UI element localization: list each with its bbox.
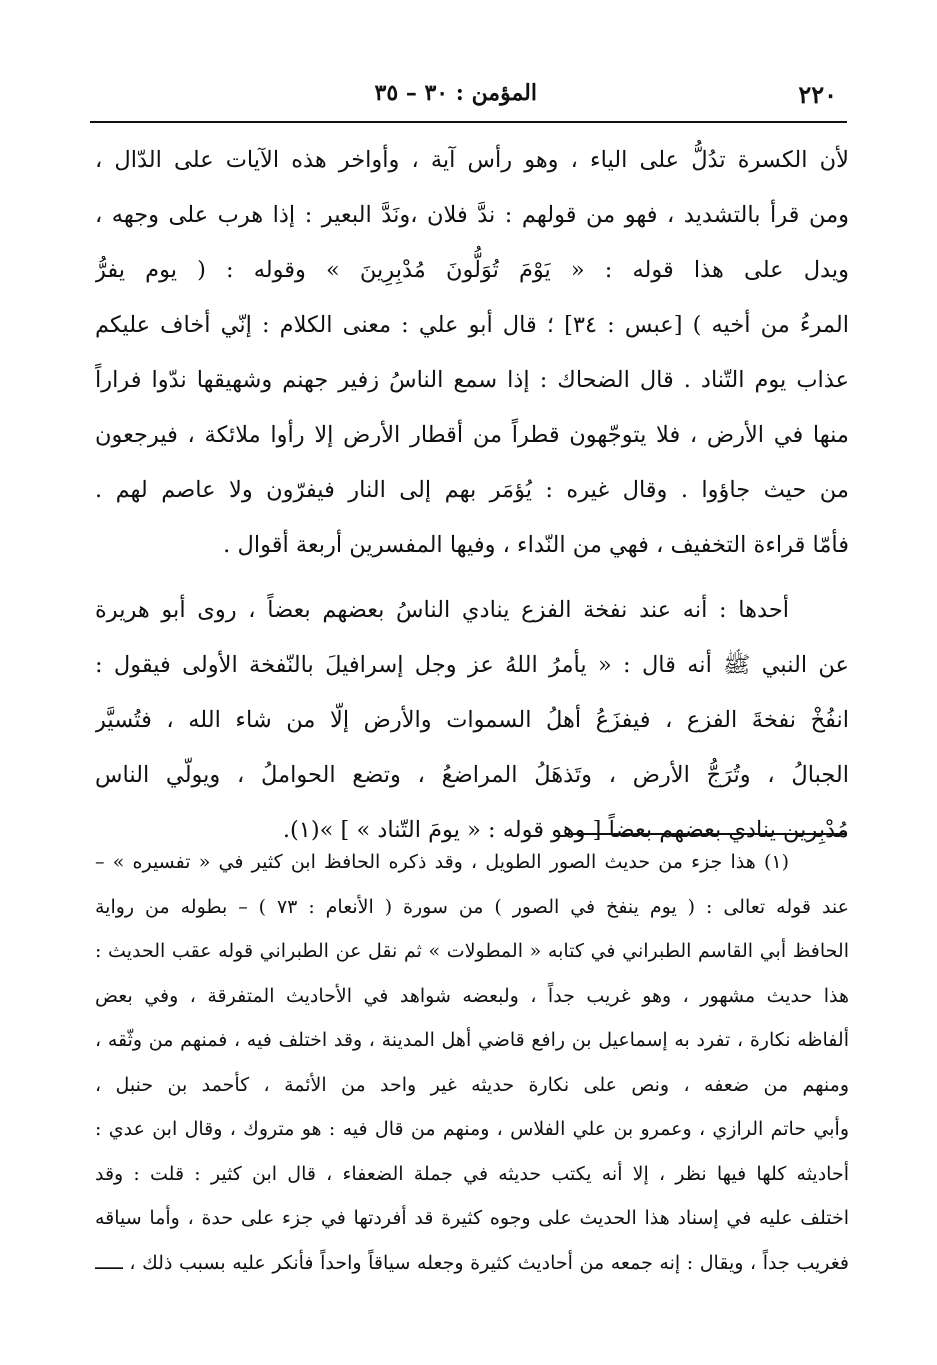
paragraph-gap (95, 573, 849, 583)
page-number: ٢٢٠ (798, 80, 837, 109)
header-rule (90, 121, 847, 123)
footnote-separator (565, 833, 845, 835)
main-text (95, 133, 849, 858)
footnote-line: فغريب جداً ، ويقال : إنه جمعه من أحاديث كثيرة وجعله سياقاً واحداً فأنكر عليه بسبب ذلك ، ـــــ (95, 1251, 849, 1274)
text-line: منها في الأرض ، فلا يتوجّهون قطراً من أقطار الأرض إلا رأوا ملائكة ، فيرجعون (95, 422, 849, 448)
text-line: عذاب يوم التّناد . قال الضحاك : إذا سمع الناسُ زفير جهنم وشهيقها ندّوا فراراً (95, 367, 849, 393)
text-line: أحدها : أنه عند نفخة الفزع ينادي الناسُ بعضهم بعضاً ، روى أبو هريرة (95, 597, 789, 623)
footnotes (95, 840, 849, 1285)
footnote-line: وأبي حاتم الرازي ، وعمرو بن علي الفلاس ، ومنهم من قال فيه : هو متروك ، وقال ابن عدي : (95, 1118, 849, 1140)
text-line: مُدْبِرين ينادي بعضهم بعضاً [ وهو قوله : « يومَ التّناد » ] »(١). (282, 817, 849, 843)
text-line: فأمّا قراءة التخفيف ، فهي من النّداء ، وفيها المفسرين أربعة أقوال . (223, 532, 849, 558)
footnote-line: ومنهم من ضعفه ، ونص على نكارة حديثه غير واحد من الأئمة ، كأحمد بن حنبل ، (95, 1073, 849, 1096)
running-title: المؤمن : ٣٠ – ٣٥ (374, 80, 537, 106)
page-header (90, 80, 837, 116)
text-line: من حيث جاؤوا . وقال غيره : يُؤمَر بهم إلى النار فيفرّون ولا عاصم لهم . (95, 477, 849, 503)
text-line: انفُخْ نفخةَ الفزع ، فيفزَعُ أهلُ السموات والأرض إلّا من شاء الله ، فتُسيَّر (95, 707, 849, 733)
text-line: ومن قرأ بالتشديد ، فهو من قولهم : ندَّ فلان ،ونَدَّ البعير : إذا هرب على وجهه ، (95, 202, 849, 228)
footnote-line: عند قوله تعالى : ( يوم ينفخ في الصور ) من سورة ( الأنعام : ٧٣ ) – بطوله من رواية (95, 895, 849, 918)
footnote-line: ألفاظه نكارة ، تفرد به إسماعيل بن رافع قاضي أهل المدينة ، وقد اختلف فيه ، فمنهم من وثّقه ، (95, 1029, 849, 1051)
footnote-line: هذا حديث مشهور ، وهو غريب جداً ، ولبعضه شواهد في الأحاديث المتفرقة ، وفي بعض (95, 984, 849, 1007)
footnote-line: (١) هذا جزء من حديث الصور الطويل ، وقد ذكره الحافظ ابن كثير في « تفسيره » – (95, 851, 790, 873)
text-line: الجبالُ ، وتُرَجُّ الأرض ، وتَذهَلُ المراضعُ ، وتضع الحواملُ ، ويولّي الناس (95, 762, 849, 788)
footnote-line: أحاديثه كلها فيها نظر ، إلا أنه يكتب حديثه في جملة الضعفاء ، قال ابن كثير : قلت : وقد (95, 1162, 849, 1185)
text-line: عن النبي ﷺ أنه قال : « يأمرُ اللهُ عز وجل إسرافيلَ بالنّفخة الأولى فيقول : (95, 652, 849, 678)
text-line: ويدل على هذا قوله : « يَوْمَ تُوَلُّونَ مُدْبِرِينَ » وقوله : ( يوم يفرُّ (95, 257, 849, 283)
text-line: لأن الكسرة تدُلُّ على الياء ، وهو رأس آية ، وأواخر هذه الآيات على الدّال ، (95, 147, 849, 173)
footnote-line: الحافظ أبي القاسم الطبراني في كتابه « المطولات » ثم نقل عن الطبراني قوله عقب الحديث : (95, 940, 849, 962)
text-line: المرءُ من أخيه ) [عبس : ٣٤] ؛ قال أبو علي : معنى الكلام : إنّي أخاف عليكم (95, 312, 849, 338)
footnote-line: اختلف عليه في إسناد هذا الحديث على وجوه كثيرة قد أفردتها في جزء على حدة ، وأما سياقه (95, 1207, 849, 1229)
